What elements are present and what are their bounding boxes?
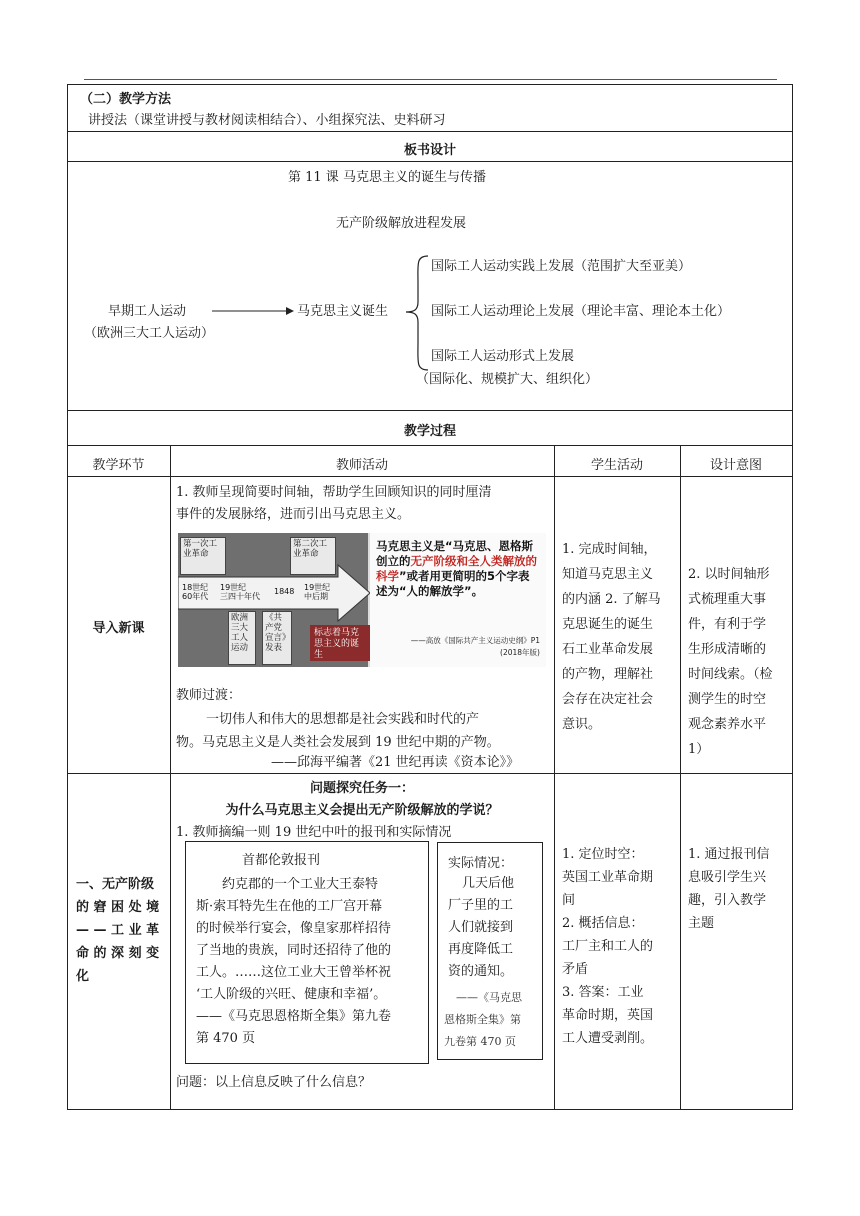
- newspaper-title: 首都伦敦报刊: [241, 853, 320, 868]
- actual-situation-body: 几天后他 厂子里的工 人们就接到 再度降低工 资的通知。: [448, 876, 515, 979]
- section1-teacher-line: 1. 教师摘编一则 19 世纪中叶的报刊和实际情况: [176, 825, 452, 840]
- intro-teacher-line2: 事件的发展脉络，进而引出马克思主义。: [176, 507, 411, 522]
- table-top-border: [67, 84, 793, 85]
- intro-teacher-line1: 1. 教师呈现简要时间轴，帮助学生回顾知识的同时厘清: [176, 485, 492, 500]
- stage-intro: 导入新课: [92, 621, 145, 636]
- task-question: 为什么马克思主义会提出无产阶级解放的学说？: [225, 803, 499, 818]
- intro-transition-source: ——邱海平编著《21 世纪再读《资本论》》: [271, 755, 520, 770]
- board-arrow: [210, 304, 294, 318]
- timeline-quote: 马克思主义是“马克思、恩格斯创立的无产阶级和全人类解放的科学”或者用更简明的5个字表述为“人的解放学”。: [376, 539, 537, 598]
- methods-heading: （二）教学方法: [80, 92, 172, 107]
- table-bottom-border: [67, 1109, 793, 1110]
- methods-text: 讲授法（课堂讲授与教材阅读相结合）、小组探究法、史料研习: [88, 113, 446, 128]
- actual-situation-source: ——《马克思 恩格斯全集》第 九卷第 470 页: [444, 991, 522, 1048]
- intro-design-intent: 2. 以时间轴形 式梳理重大事 件，有利于学 生形成清晰的 时间线索。（检 测学生的时空 观念素养水平 1）: [688, 567, 773, 757]
- newspaper-box: [185, 841, 429, 1064]
- intro-transition-line1: 一切伟人和伟大的思想都是社会实践和时代的产: [206, 712, 480, 727]
- timeline-box-workers-movements: 欧洲三大工人运动: [228, 611, 256, 665]
- column-header-stage: 教学环节: [92, 458, 145, 473]
- board-subtitle: 无产阶级解放进程发展: [336, 216, 467, 231]
- timeline-source-edition: (2018年版): [500, 648, 540, 657]
- board-branch3: 国际工人运动形式上发展: [431, 349, 575, 364]
- column-header-student: 学生活动: [590, 458, 643, 473]
- timeline-box-first-revolution: 第一次工业革命: [180, 537, 226, 575]
- section1-student-activity: 1. 定位时空： 英国工业革命期 间 2. 概括信息： 工厂主和工人的 矛盾 3. 答案：工业 革命时期，英国 工人遭受剥削。: [562, 847, 654, 1046]
- section1-design-intent: 1. 通过报刊信 息吸引学生兴 趣，引入教学 主题: [688, 847, 770, 931]
- intro-student-activity: 1. 完成时间轴， 知道马克思主义 的内涵 2. 了解马 克思诞生的诞生 石工业革命发展 的产物，理解社 会存在决定社会 意识。: [562, 542, 661, 732]
- board-left-line2: （欧洲三大工人运动）: [84, 326, 215, 341]
- process-heading: 教学过程: [403, 424, 456, 439]
- board-branch1: 国际工人运动实践上发展（范围扩大至亚美）: [431, 259, 692, 274]
- board-left-line1: 早期工人运动: [108, 304, 187, 319]
- timeline-mark: 标志着马克思主义的诞生: [310, 625, 370, 661]
- board-brace: [402, 254, 432, 372]
- table-left-border: [67, 84, 68, 1110]
- board-title: 第 11 课 马克思主义的诞生与传播: [288, 170, 486, 185]
- board-heading: 板书设计: [403, 143, 456, 158]
- timeline-year-19c-late: 19世纪 中后期: [304, 583, 331, 601]
- timeline-year-1848: 1848: [274, 587, 295, 596]
- board-middle: 马克思主义诞生: [297, 304, 389, 319]
- section1-question: 问题：以上信息反映了什么信息？: [176, 1075, 372, 1090]
- intro-transition-line2: 物。马克思主义是人类社会发展到 19 世纪中期的产物。: [176, 735, 500, 750]
- actual-situation-box: [437, 842, 543, 1060]
- table-right-border: [792, 84, 793, 1110]
- timeline-source: ——高放《国际共产主义运动史纲》P1: [410, 636, 540, 645]
- timeline-year-18c: 18世纪 60年代: [182, 583, 209, 601]
- stage-section1: 一、无产阶级 的 窘 困 处 境 — — 工 业 革 命 的 深 刻 变 化: [76, 877, 160, 984]
- column-header-intent: 设计意图: [709, 458, 762, 473]
- timeline-box-manifesto: 《共产党宣言》发表: [262, 611, 292, 665]
- board-branch3-sub: （国际化、规模扩大、组织化）: [416, 372, 599, 387]
- timeline-year-19c-early: 19世纪 三四十年代: [220, 583, 260, 601]
- timeline-image: [178, 533, 546, 667]
- top-rule: [84, 79, 777, 80]
- actual-situation-title: 实际情况：: [448, 856, 514, 871]
- newspaper-body: 约克郡的一个工业大王泰特 斯·索耳特先生在他的工厂宫开幕 的时候举行宴会，像皇家那样招待 了当地的贵族，同时还招待了他的 工人。……这位工业大王曾举杯祝 ‘工人阶级的兴旺、健康和幸福’。 ——《马克思恩格斯全集》第九卷 第 470 页: [196, 877, 392, 1046]
- column-header-teacher: 教师活动: [335, 458, 388, 473]
- board-branch2: 国际工人运动理论上发展（理论丰富、理论本土化）: [431, 304, 731, 319]
- task-title: 问题探究任务一：: [309, 781, 414, 796]
- intro-transition-label: 教师过渡：: [176, 688, 242, 703]
- timeline-box-second-revolution: 第二次工业革命: [290, 537, 336, 575]
